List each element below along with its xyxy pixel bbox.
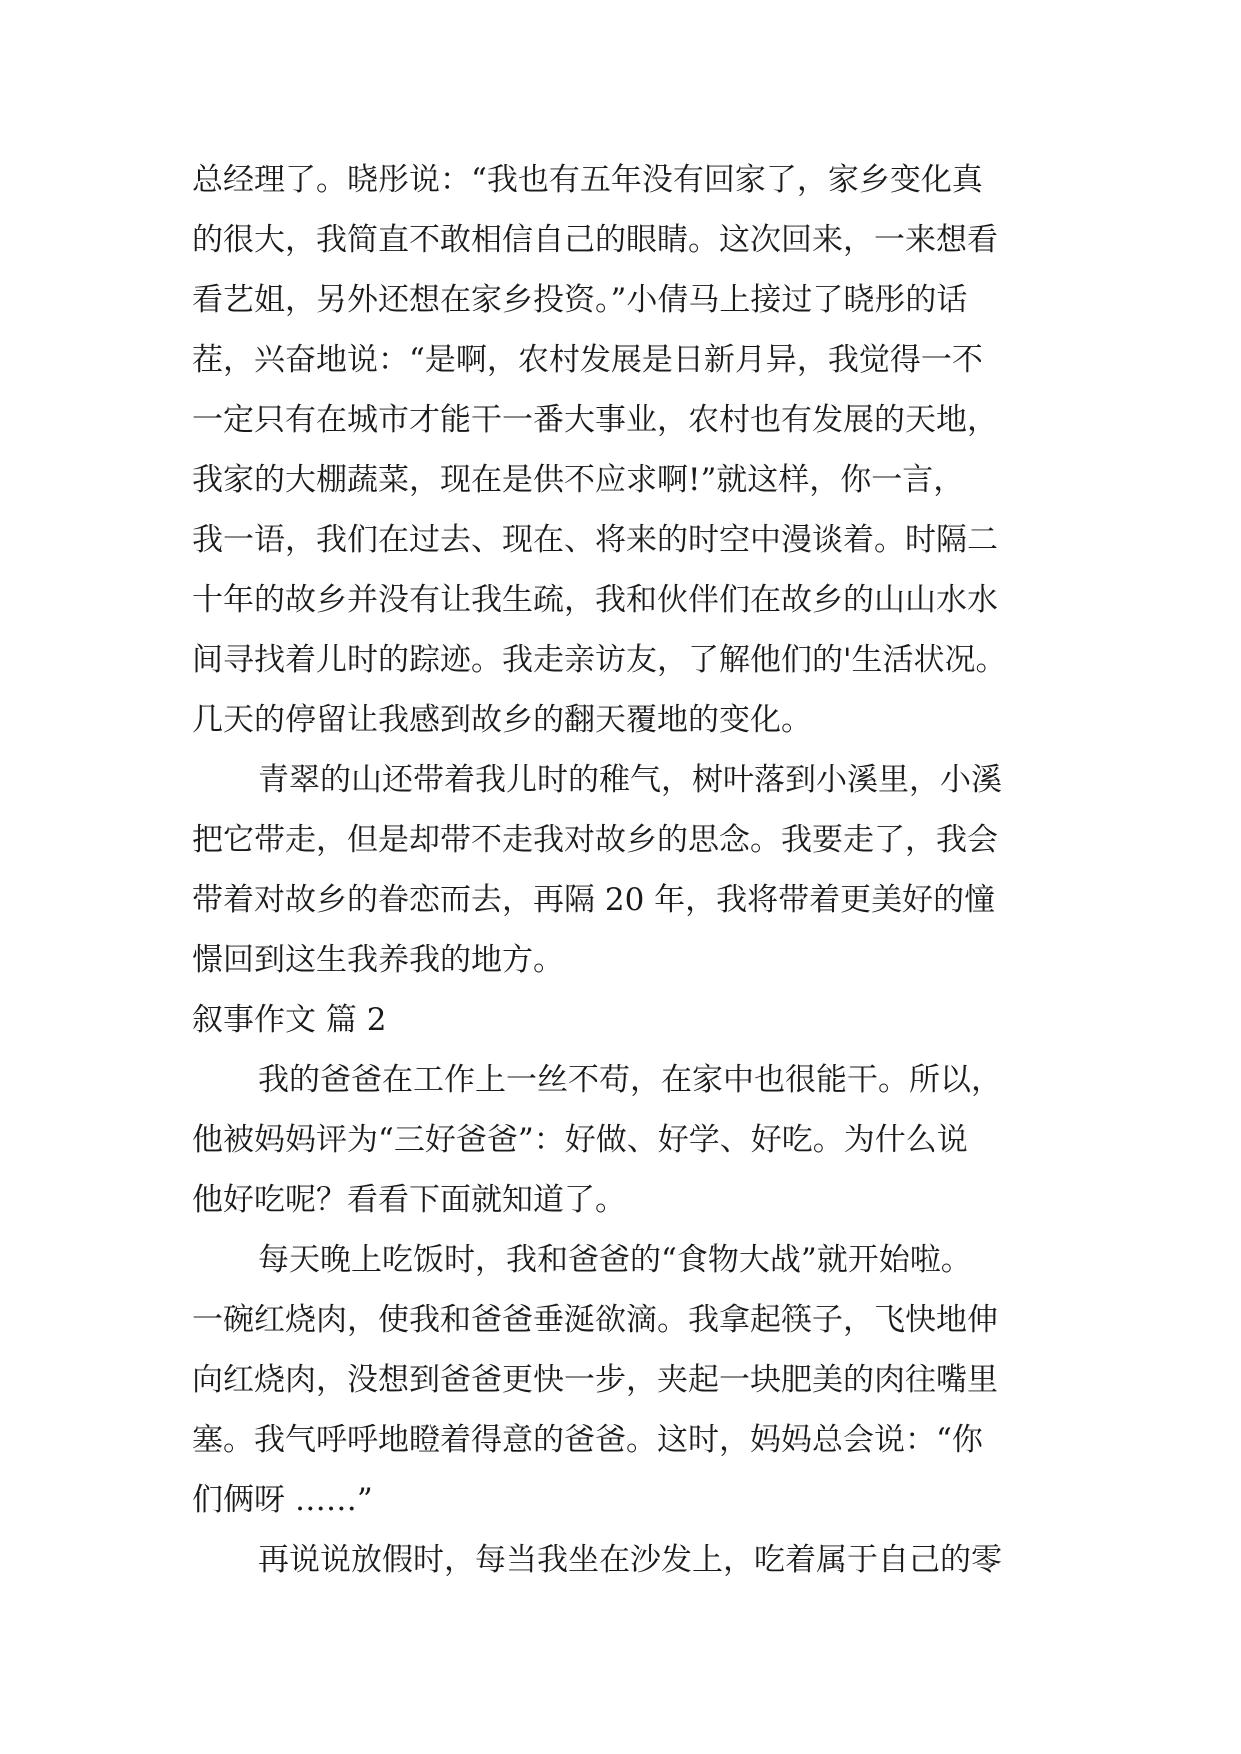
text-line: 他被妈妈评为“三好爸爸”：好做、好学、好吃。为什么说 (192, 1122, 968, 1158)
paragraph (192, 1050, 1072, 1230)
text-line: 茬，兴奋地说：“是啊，农村发展是日新月异，我觉得一不 (192, 342, 983, 378)
paragraph (192, 1530, 1072, 1590)
text-line: 他好吃呢？看看下面就知道了。 (192, 1182, 626, 1218)
text-line: 我的爸爸在工作上一丝不苟，在家中也很能干。所以， (258, 1062, 1002, 1098)
text-line: 我家的大棚蔬菜，现在是供不应求啊!”就这样，你一言， (192, 462, 965, 498)
text-line: 向红烧肉，没想到爸爸更快一步，夹起一块肥美的肉往嘴里 (192, 1362, 998, 1398)
text-line: 每天晚上吃饭时，我和爸爸的“食物大战”就开始啦。 (258, 1242, 972, 1278)
text-line: 再说说放假时，每当我坐在沙发上，吃着属于自己的零 (258, 1542, 1002, 1578)
document-body (192, 150, 1072, 1590)
section-heading: 叙事作文 篇 2 (192, 1002, 387, 1038)
paragraph (192, 750, 1072, 990)
text-line: 几天的停留让我感到故乡的翻天覆地的变化。 (192, 702, 812, 738)
text-line: 带着对故乡的眷恋而去，再隔 20 年，我将带着更美好的憧 (192, 882, 996, 918)
text-line: 把它带走，但是却带不走我对故乡的思念。我要走了，我会 (192, 822, 998, 858)
text-line: 我一语，我们在过去、现在、将来的时空中漫谈着。时隔二 (192, 522, 998, 558)
paragraph (192, 150, 1072, 750)
text-line: 的很大，我简直不敢相信自己的眼睛。这次回来，一来想看 (192, 222, 998, 258)
text-line: 间寻找着儿时的踪迹。我走亲访友，了解他们的'生活状况。 (192, 642, 1007, 678)
text-line: 一定只有在城市才能干一番大事业，农村也有发展的天地， (192, 402, 998, 438)
text-line: 憬回到这生我养我的地方。 (192, 942, 564, 978)
text-line: 一碗红烧肉，使我和爸爸垂涎欲滴。我拿起筷子，飞快地伸 (192, 1302, 998, 1338)
text-line: 看艺姐，另外还想在家乡投资。”小倩马上接过了晓彤的话 (192, 282, 968, 318)
paragraph (192, 1230, 1072, 1530)
text-line: 青翠的山还带着我儿时的稚气，树叶落到小溪里，小溪 (258, 762, 1002, 798)
text-line: 总经理了。晓彤说：“我也有五年没有回家了，家乡变化真 (192, 162, 983, 198)
text-line: 塞。我气呼呼地瞪着得意的爸爸。这时，妈妈总会说：“你 (192, 1422, 983, 1458)
text-line: 们俩呀 ……” (192, 1482, 373, 1518)
text-line: 十年的故乡并没有让我生疏，我和伙伴们在故乡的山山水水 (192, 582, 998, 618)
